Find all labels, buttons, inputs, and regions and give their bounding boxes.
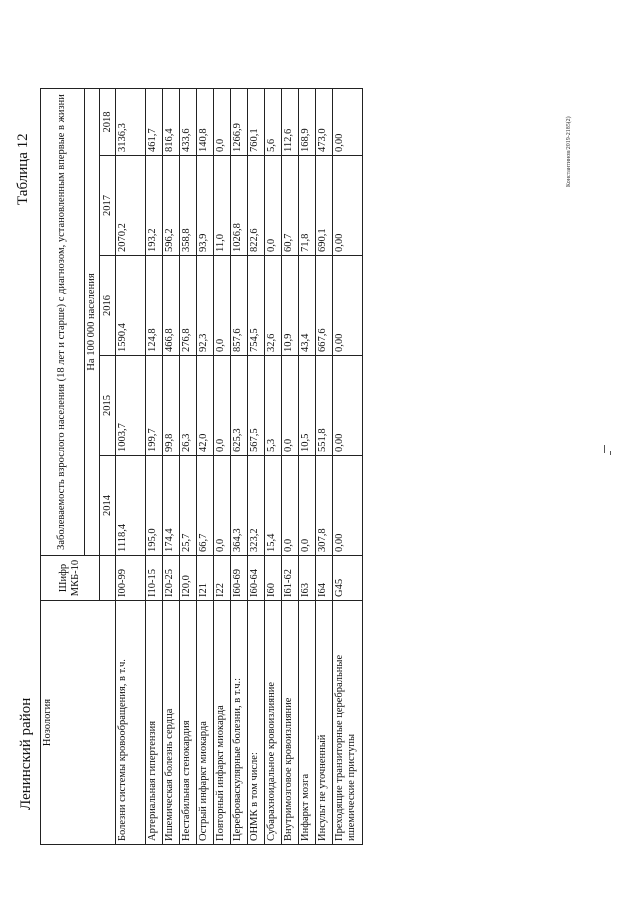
value-cell: 0,0 [214, 456, 231, 556]
value-cell: 1266,9 [231, 89, 248, 156]
scan-mark [604, 445, 605, 453]
code-cell: I20-25 [163, 556, 180, 601]
value-cell: 0,00 [333, 456, 363, 556]
value-cell: 60,7 [282, 156, 299, 256]
table-row [333, 89, 363, 845]
value-cell: 473,0 [316, 89, 333, 156]
code-cell: I61-62 [282, 556, 299, 601]
value-cell: 667,6 [316, 256, 333, 356]
value-cell: 0,0 [282, 356, 299, 456]
value-cell: 822,6 [248, 156, 265, 256]
value-cell: 26,3 [180, 356, 197, 456]
code-cell: I64 [316, 556, 333, 601]
value-cell: 816,4 [163, 89, 180, 156]
header-year: 2015 [100, 356, 116, 456]
code-cell: G45 [333, 556, 363, 601]
value-cell: 1118,4 [116, 456, 146, 556]
value-cell: 92,3 [197, 256, 214, 356]
morbidity-table [40, 88, 363, 845]
nosology-cell: Артериальная гипертензия [146, 601, 163, 845]
district-title: Ленинский район [18, 697, 34, 810]
table-row [197, 89, 214, 845]
value-cell: 466,8 [163, 256, 180, 356]
value-cell: 364,3 [231, 456, 248, 556]
nosology-cell: Повторный инфаркт миокарда [214, 601, 231, 845]
value-cell: 112,6 [282, 89, 299, 156]
header-year: 2018 [100, 89, 116, 156]
table-row [265, 89, 282, 845]
value-cell: 93,9 [197, 156, 214, 256]
value-cell: 567,5 [248, 356, 265, 456]
value-cell: 0,00 [333, 89, 363, 156]
code-cell: I10-15 [146, 556, 163, 601]
code-cell: I22 [214, 556, 231, 601]
value-cell: 0,0 [214, 89, 231, 156]
nosology-cell: Преходящие транзиторные церебральные ишемические приступы [333, 601, 363, 845]
table-body [116, 89, 363, 845]
value-cell: 5,6 [265, 89, 282, 156]
value-cell: 10,9 [282, 256, 299, 356]
value-cell: 625,3 [231, 356, 248, 456]
code-cell: I60-69 [231, 556, 248, 601]
code-cell: I20,0 [180, 556, 197, 601]
value-cell: 124,8 [146, 256, 163, 356]
value-cell: 11,0 [214, 156, 231, 256]
value-cell: 433,6 [180, 89, 197, 156]
nosology-cell: Болезни системы кровообращения, в т.ч. [116, 601, 146, 845]
table-row [214, 89, 231, 845]
table-row [248, 89, 265, 845]
code-cell: I60-64 [248, 556, 265, 601]
value-cell: 0,00 [333, 256, 363, 356]
table-row [282, 89, 299, 845]
value-cell: 174,4 [163, 456, 180, 556]
value-cell: 168,9 [299, 89, 316, 156]
table-label: Таблица 12 [15, 133, 31, 205]
value-cell: 0,0 [265, 156, 282, 256]
header-year: 2014 [100, 456, 116, 556]
value-cell: 42,0 [197, 356, 214, 456]
code-cell: I00-99 [116, 556, 146, 601]
value-cell: 32,6 [265, 256, 282, 356]
value-cell: 10,5 [299, 356, 316, 456]
value-cell: 193,2 [146, 156, 163, 256]
value-cell: 1003,7 [116, 356, 146, 456]
value-cell: 307,8 [316, 456, 333, 556]
value-cell: 857,6 [231, 256, 248, 356]
value-cell: 754,5 [248, 256, 265, 356]
value-cell: 596,2 [163, 156, 180, 256]
header-group: Заболеваемость взрослого населения (18 лет и старше) с диагнозом, установленным впервые в жизни [41, 89, 85, 556]
nosology-cell: Нестабильная стенокардия [180, 601, 197, 845]
value-cell: 0,0 [214, 356, 231, 456]
value-cell: 461,7 [146, 89, 163, 156]
value-cell: 323,2 [248, 456, 265, 556]
code-cell: I63 [299, 556, 316, 601]
value-cell: 760,1 [248, 89, 265, 156]
value-cell: 690,1 [316, 156, 333, 256]
value-cell: 43,4 [299, 256, 316, 356]
table-row [180, 89, 197, 845]
nosology-cell: Субарахноидальное кровоизлияние [265, 601, 282, 845]
nosology-cell: Острый инфаркт миокарда [197, 601, 214, 845]
value-cell: 71,8 [299, 156, 316, 256]
value-cell: 2070,2 [116, 156, 146, 256]
value-cell: 358,8 [180, 156, 197, 256]
nosology-cell: Цереброваскулярные болезни, в т.ч.: [231, 601, 248, 845]
nosology-cell: Инфаркт мозга [299, 601, 316, 845]
value-cell: 5,3 [265, 356, 282, 456]
value-cell: 0,0 [282, 456, 299, 556]
code-cell: I60 [265, 556, 282, 601]
nosology-cell: Инсульт не уточненный [316, 601, 333, 845]
nosology-cell: Ишемическая болезнь сердца [163, 601, 180, 845]
table-row [116, 89, 146, 845]
value-cell: 1590,4 [116, 256, 146, 356]
header-code-empty [100, 556, 116, 601]
value-cell: 0,00 [333, 156, 363, 256]
value-cell: 0,0 [214, 256, 231, 356]
value-cell: 15,4 [265, 456, 282, 556]
value-cell: 1026,8 [231, 156, 248, 256]
value-cell: 199,7 [146, 356, 163, 456]
table-row [316, 89, 333, 845]
value-cell: 25,7 [180, 456, 197, 556]
value-cell: 99,8 [163, 356, 180, 456]
nosology-cell: Внутримозговое кровоизлияние [282, 601, 299, 845]
value-cell: 195,0 [146, 456, 163, 556]
value-cell: 140,8 [197, 89, 214, 156]
value-cell: 0,0 [299, 456, 316, 556]
value-cell: 551,8 [316, 356, 333, 456]
nosology-cell: ОНМК в том числе: [248, 601, 265, 845]
header-nosology: Нозология [41, 601, 116, 845]
header-code: Шифр МКБ-10 [41, 556, 100, 601]
table-row [146, 89, 163, 845]
table-row [299, 89, 316, 845]
value-cell: 66,7 [197, 456, 214, 556]
value-cell: 0,00 [333, 356, 363, 456]
table-row [231, 89, 248, 845]
value-cell: 276,8 [180, 256, 197, 356]
header-year: 2017 [100, 156, 116, 256]
code-cell: I21 [197, 556, 214, 601]
table-row [163, 89, 180, 845]
header-year: 2016 [100, 256, 116, 356]
scan-mark [610, 451, 611, 455]
footer-stamp: Константинов/2019-2185(2) [566, 116, 572, 187]
value-cell: 3136,3 [116, 89, 146, 156]
header-per-population: На 100 000 населения [85, 89, 100, 556]
